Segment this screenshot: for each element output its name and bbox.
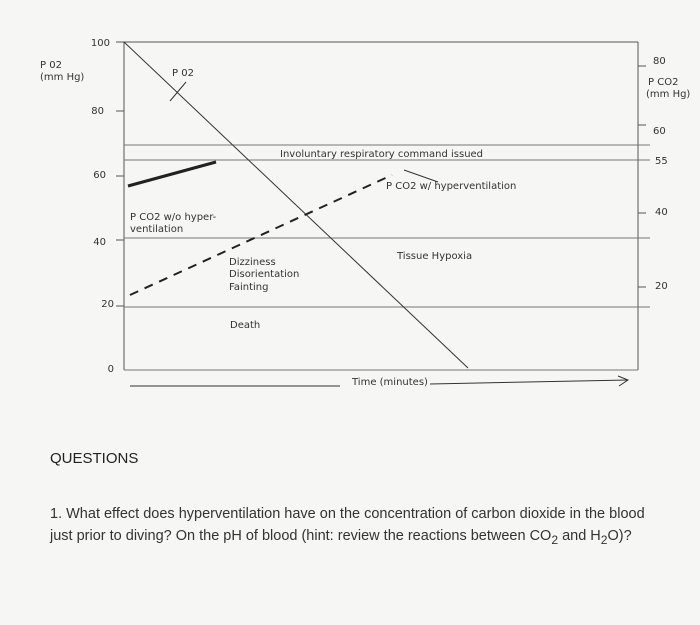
pco2-without-label-line2: ventilation — [130, 224, 184, 235]
right-tick-80: 80 — [653, 56, 666, 67]
label-disorientation: Disorientation — [229, 269, 300, 280]
question-1-text-a: What effect does hyperventilation have on the concentration of carbon dioxide in the blood just prior to diving? On the pH of blood (hint: review the reactions between CO — [50, 506, 645, 544]
left-axis-label-line1: P 02 — [40, 60, 62, 71]
question-1 — [50, 503, 650, 551]
time-arrow-head — [618, 376, 628, 386]
time-arrow-right — [430, 380, 628, 384]
series-po2-line — [124, 42, 468, 368]
right-ticks — [638, 66, 646, 287]
left-tick-20: 20 — [101, 299, 114, 310]
po2-series-label: P 02 — [172, 68, 194, 79]
left-tick-80: 80 — [91, 106, 104, 117]
h2o-subscript: 2 — [600, 532, 608, 547]
question-1-text-c: O)? — [607, 528, 632, 544]
right-tick-60: 60 — [653, 126, 666, 137]
series-pco2-without-hyperventilation — [128, 162, 216, 186]
pco2-without-label-line1: P CO2 w/o hyper- — [130, 212, 217, 223]
x-axis-label: Time (minutes) — [352, 377, 428, 388]
right-tick-40: 40 — [655, 207, 668, 218]
left-axis-label-line2: (mm Hg) — [40, 72, 85, 83]
question-1-text-b: and H — [558, 528, 601, 544]
left-tick-100: 100 — [90, 38, 110, 49]
left-tick-60: 60 — [93, 170, 106, 181]
left-tick-0: 0 — [107, 364, 114, 375]
pco2-with-series-label: P CO2 w/ hyperventilation — [386, 181, 517, 192]
question-1-number: 1. — [50, 506, 63, 522]
co2-subscript: 2 — [551, 532, 559, 547]
right-axis-label-line2: (mm Hg) — [646, 89, 691, 100]
right-axis-label-line1: P CO2 — [648, 77, 679, 88]
left-ticks — [116, 42, 124, 306]
label-dizziness: Dizziness — [229, 257, 276, 268]
right-tick-55: 55 — [655, 156, 668, 167]
label-fainting: Fainting — [229, 282, 269, 293]
left-tick-40: 40 — [93, 237, 106, 248]
questions-heading: QUESTIONS — [50, 450, 139, 467]
label-involuntary-command: Involuntary respiratory command issued — [280, 149, 484, 160]
right-tick-20: 20 — [655, 281, 668, 292]
label-death: Death — [230, 320, 261, 331]
label-tissue-hypoxia: Tissue Hypoxia — [397, 251, 473, 262]
